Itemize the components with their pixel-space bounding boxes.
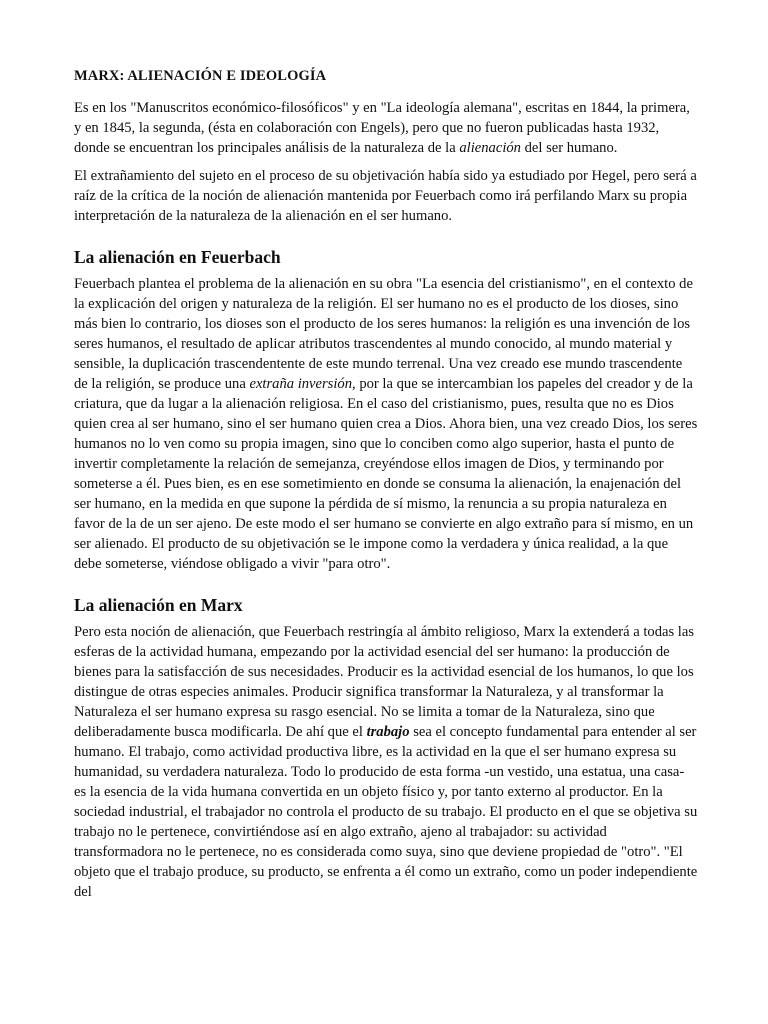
intro-p1-emphasis: alienación <box>459 140 521 156</box>
feuerbach-emphasis: extraña inversión <box>249 376 353 392</box>
intro-paragraph-1 <box>74 98 698 158</box>
intro-paragraph-2: El extrañamiento del sujeto en el proceso de su objetivación había sido ya estudiado por Hegel, pero será a raíz de la crítica de la noción de alienación mantenida por Feuerbach como irá perfilando Marx su propia interpretación de la naturaleza de la alienación en el ser humano. <box>74 168 697 224</box>
feuerbach-paragraph <box>74 274 698 574</box>
intro-p1-text-a: Es en los "Manuscritos económico-filosóficos" y en "La ideología alemana", escritas en 1844, la primera, y en 1845, la segunda, (ésta en colaboración con Engels), pero que no fueron publicadas hasta 1932, donde se encuentran los principales análisis de la naturaleza de la <box>74 100 690 156</box>
marx-text-a: Pero esta noción de alienación, que Feuerbach restringía al ámbito religioso, Marx la extenderá a todas las esferas de la actividad humana, empezando por la actividad esencial del ser humano: la producción de bienes para la satisfacción de sus necesidades. Producir es la actividad esencial de los humanos, lo que los distingue de otras especies animales. Producir significa transformar la Naturaleza, y al transformar la Naturaleza el ser humano expresa su rasgo esencial. No se limita a tomar de la Naturaleza, sino que deliberadamente busca modificarla. De ahí que el <box>74 624 695 740</box>
marx-emphasis-trabajo: trabajo <box>366 724 410 740</box>
feuerbach-text-a: Feuerbach plantea el problema de la alienación en su obra "La esencia del cristianismo", en el contexto de la explicación del origen y naturaleza de la religión. El ser humano no es el producto de los dioses, sino más bien lo contrario, los dioses son el producto de los seres humanos: la religión es una invención de los seres humanos, el resultado de aplicar atributos trascendentes al mundo conocido, al mundo material y sensible, la duplicación trascendentente de este mundo terrenal. Una vez creado ese mundo trascendente de la religión, se produce una <box>74 276 693 392</box>
feuerbach-text-b: , por la que se intercambian los papeles del creador y de la criatura, que da lugar a la alienación religiosa. En el caso del cristianismo, pues, resulta que no es Dios quien crea al ser humano, sino el ser humano quien crea a Dios. Ahora bien, una vez creado Dios, los seres humanos no lo ven como su propia imagen, sino que lo conciben como algo superior, hasta el punto de invertir completamente la relación de semejanza, creyéndose ellos imagen de Dios, y terminando por someterse a él. Pues bien, es en ese sometimiento en donde se consuma la alienación, la enajenación del ser humano, en la medida en que supone la pérdida de sí mismo, la renuncia a su propia naturaleza en favor de la de un ser ajeno. De este modo el ser humano se convierte en algo extraño para sí mismo, en un ser alienado. El producto de su objetivación se le impone como la verdadera y única realidad, a la que debe someterse, viéndose obligado a vivir "para otro". <box>74 376 698 572</box>
marx-paragraph <box>74 622 698 902</box>
section-heading-marx: La alienación en Marx <box>74 595 243 615</box>
document-title: MARX: ALIENACIÓN E IDEOLOGÍA <box>74 68 327 84</box>
section-heading-feuerbach: La alienación en Feuerbach <box>74 247 281 267</box>
intro-p1-text-b: del ser humano. <box>520 140 618 156</box>
marx-text-b: sea el concepto fundamental para entender al ser humano. El trabajo, como actividad productiva libre, es la actividad en la que el ser humano expresa su humanidad, su verdadera naturaleza. Todo lo producido de esta forma -un vestido, una estatua, una casa- es la esencia de la vida humana convertida en un objeto físico y, por tanto externo al productor. En la sociedad industrial, el trabajador no controla el producto de su trabajo. El producto en el que se objetiva su trabajo no le pertenece, convirtiéndose así en algo extraño, ajeno al trabajador: su actividad transformadora no le pertenece, no es considerada como suya, sino que deviene propiedad de "otro". "El objeto que el trabajo produce, su producto, se enfrenta a él como un extraño, como un poder independiente del <box>74 724 698 900</box>
